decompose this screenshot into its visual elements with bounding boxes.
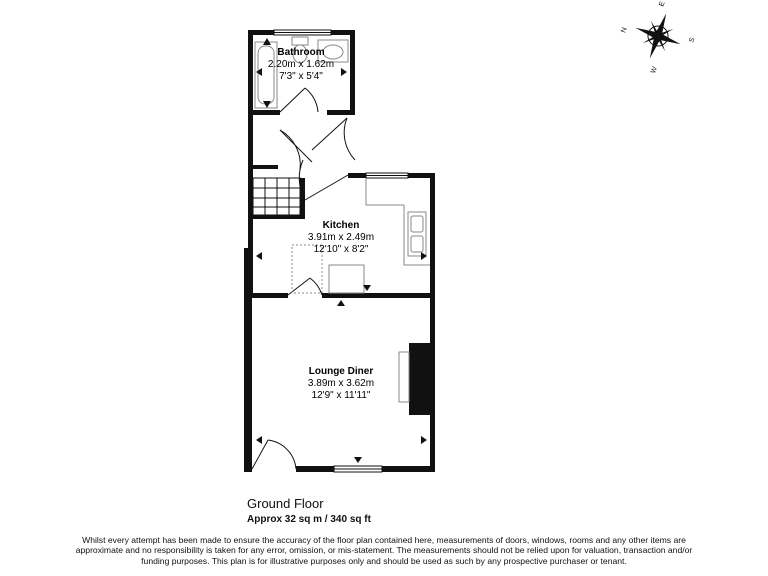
floor-area: Approx 32 sq m / 340 sq ft xyxy=(247,514,371,525)
wall-stairs-bottom xyxy=(248,215,300,219)
wall-bath-left xyxy=(248,30,253,115)
wall-kitchen-lounge-left xyxy=(248,293,288,298)
wall-kitchen-lounge-right xyxy=(322,293,435,298)
wall-bath-bottom-right xyxy=(327,110,355,115)
room-name-kitchen: Kitchen xyxy=(322,220,360,231)
room-imperial-bathroom: 7'3" x 5'4" xyxy=(279,71,323,82)
toilet xyxy=(292,37,308,45)
hearth xyxy=(399,352,409,402)
compass-s: S xyxy=(688,36,697,44)
room-name-lounge: Lounge Diner xyxy=(308,366,374,377)
door-kitchen xyxy=(305,175,348,200)
wall-under-stairs xyxy=(248,165,278,169)
wall-lower-left xyxy=(244,248,252,472)
room-imperial-lounge: 12'9" x 11'11" xyxy=(311,390,371,401)
disclaimer-text: Whilst every attempt has been made to ensure the accuracy of the floor plan contained here, measurements of doors, windows, rooms and any other items are approximate and no responsibility is taken for any error, omission, or mis-statement. The measurements should not be relied upon for valuation, transaction and/or funding purposes. This plan is for illustrative purposes only and should be used as such by any prospective purchaser or tenant. xyxy=(75,535,693,566)
wall-bath-bottom-left xyxy=(248,110,280,115)
compass-n: N xyxy=(620,26,629,34)
wall-lounge-bottom-mid xyxy=(296,466,334,472)
compass-e: E xyxy=(658,0,667,8)
doors xyxy=(252,88,355,469)
chimney-breast xyxy=(409,343,430,415)
wall-kitchen-right xyxy=(430,173,435,472)
wall-kitchen-top-left xyxy=(348,173,366,178)
door-kitchen-lounge xyxy=(288,278,310,295)
room-metric-bathroom: 2.20m x 1.62m xyxy=(267,59,335,70)
room-metric-kitchen: 3.91m x 2.49m xyxy=(307,232,375,243)
wall-lounge-bottom-right xyxy=(382,466,435,472)
compass-w: W xyxy=(650,65,659,75)
door-front xyxy=(252,440,268,469)
room-imperial-kitchen: 12'10" x 8'2" xyxy=(313,244,369,255)
floor-title: Ground Floor xyxy=(247,496,324,511)
stairs xyxy=(253,178,300,215)
compass xyxy=(627,5,689,67)
door-bathroom xyxy=(280,88,305,112)
room-labels xyxy=(268,47,374,401)
wall-bath-right xyxy=(350,30,355,115)
room-name-bathroom: Bathroom xyxy=(277,47,325,58)
door-hall-right xyxy=(312,118,347,150)
room-metric-lounge: 3.89m x 3.62m xyxy=(307,378,375,389)
